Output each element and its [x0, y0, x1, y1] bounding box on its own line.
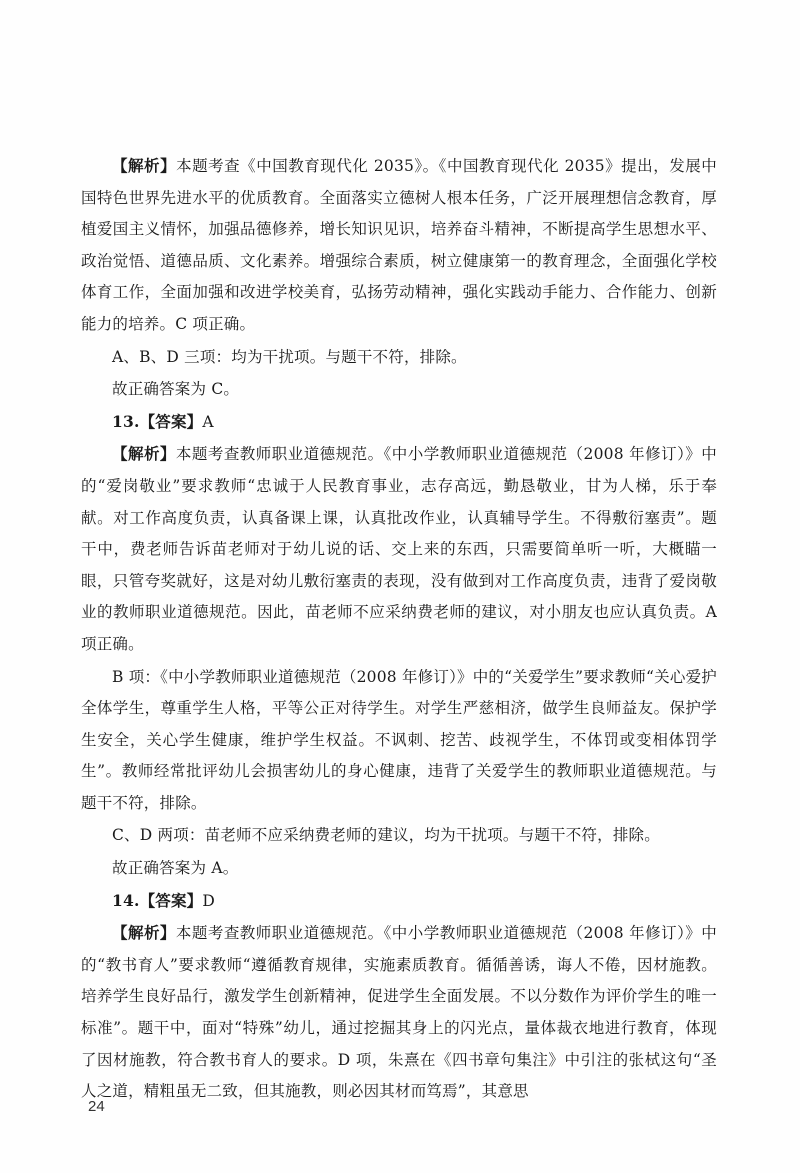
- paragraph-text: A、B、D 三项：均为干扰项。与题干不符，排除。: [112, 347, 467, 366]
- answer-label: 14.【答案】: [112, 890, 203, 910]
- paragraph-2: [81, 341, 717, 374]
- document-body: [81, 150, 717, 1108]
- paragraph-10: [81, 917, 717, 1108]
- paragraph-text: B 项：《中小学教师职业道德规范（2008 年修订）》中的“关爱学生”要求教师“关心爱护全体学生，尊重学生人格，平等公正对待学生。对学生严慈相济，做学生良师益友。保护学生安全，关心学生健康，维护学生权益。不讽刺、挖苦、歧视学生，不体罚或变相体罚学生”。教师经常批评幼儿会损害幼儿的身心健康，违背了关爱学生的教师职业道德规范。与题干不符，排除。: [81, 667, 717, 812]
- answer-label: 13.【答案】: [112, 411, 203, 431]
- paragraph-text: 故正确答案为 C。: [112, 380, 240, 399]
- answer-14: [81, 885, 717, 918]
- paragraph-label: 【解析】: [112, 444, 176, 464]
- page-number: 24: [88, 1098, 105, 1115]
- paragraph-6: [81, 661, 717, 820]
- paragraph-label: 【解析】: [112, 156, 177, 175]
- answer-value: A: [202, 412, 214, 431]
- paragraph-1: [81, 150, 717, 341]
- answer-value: D: [202, 891, 216, 910]
- paragraph-text: 本题考查教师职业道德规范。《中小学教师职业道德规范（2008 年修订）》中的“教书育人”要求教师“遵循教育规律，实施素质教育。循循善诱，诲人不倦，因材施教。培养学生良好品行，激发学生创新精神，促进学生全面发展。不以分数作为评价学生的唯一标准”。题干中，面对“特殊”幼儿，通过挖掘其身上的闪光点，量体裁衣地进行教育，体现了因材施教，符合教书育人的要求。D 项，朱熹在《四书章句集注》中引注的张栻这句“圣人之道，精粗虽无二致，但其施教，则必因其材而笃焉”，其意思: [81, 924, 717, 1101]
- paragraph-7: [81, 819, 717, 852]
- paragraph-text: C、D 两项：苗老师不应采纳费老师的建议，均为干扰项。与题干不符，排除。: [112, 826, 660, 845]
- paragraph-8: [81, 852, 717, 885]
- paragraph-text: 故正确答案为 A。: [112, 859, 239, 878]
- paragraph-text: 本题考查《中国教育现代化 2035》。《中国教育现代化 2035》提出，发展中国特色世界先进水平的优质教育。全面落实立德树人根本任务，广泛开展理想信念教育，厚植爱国主义情怀，加强品德修养，增长知识见识，培养奋斗精神，不断提高学生思想水平、政治觉悟、道德品质、文化素养。增强综合素质，树立健康第一的教育理念，全面强化学校体育工作，全面加强和改进学校美育，弘扬劳动精神，强化实践动手能力、合作能力、创新能力的培养。C 项正确。: [81, 157, 717, 333]
- answer-13: [81, 406, 717, 439]
- paragraph-5: [81, 438, 717, 660]
- paragraph-3: [81, 373, 717, 406]
- paragraph-text: 本题考查教师职业道德规范。《中小学教师职业道德规范（2008 年修订）》中的“爱岗敬业”要求教师“忠诚于人民教育事业，志存高远，勤恳敬业，甘为人梯，乐于奉献。对工作高度负责，认真备课上课，认真批改作业，认真辅导学生。不得敷衍塞责”。题干中，费老师告诉苗老师对于幼儿说的话、交上来的东西，只需要简单听一听，大概瞄一眼，只管夸奖就好，这是对幼儿敷衍塞责的表现，没有做到对工作高度负责，违背了爱岗敬业的教师职业道德规范。因此，苗老师不应采纳费老师的建议，对小朋友也应认真负责。A 项正确。: [81, 445, 717, 653]
- paragraph-label: 【解析】: [112, 923, 176, 943]
